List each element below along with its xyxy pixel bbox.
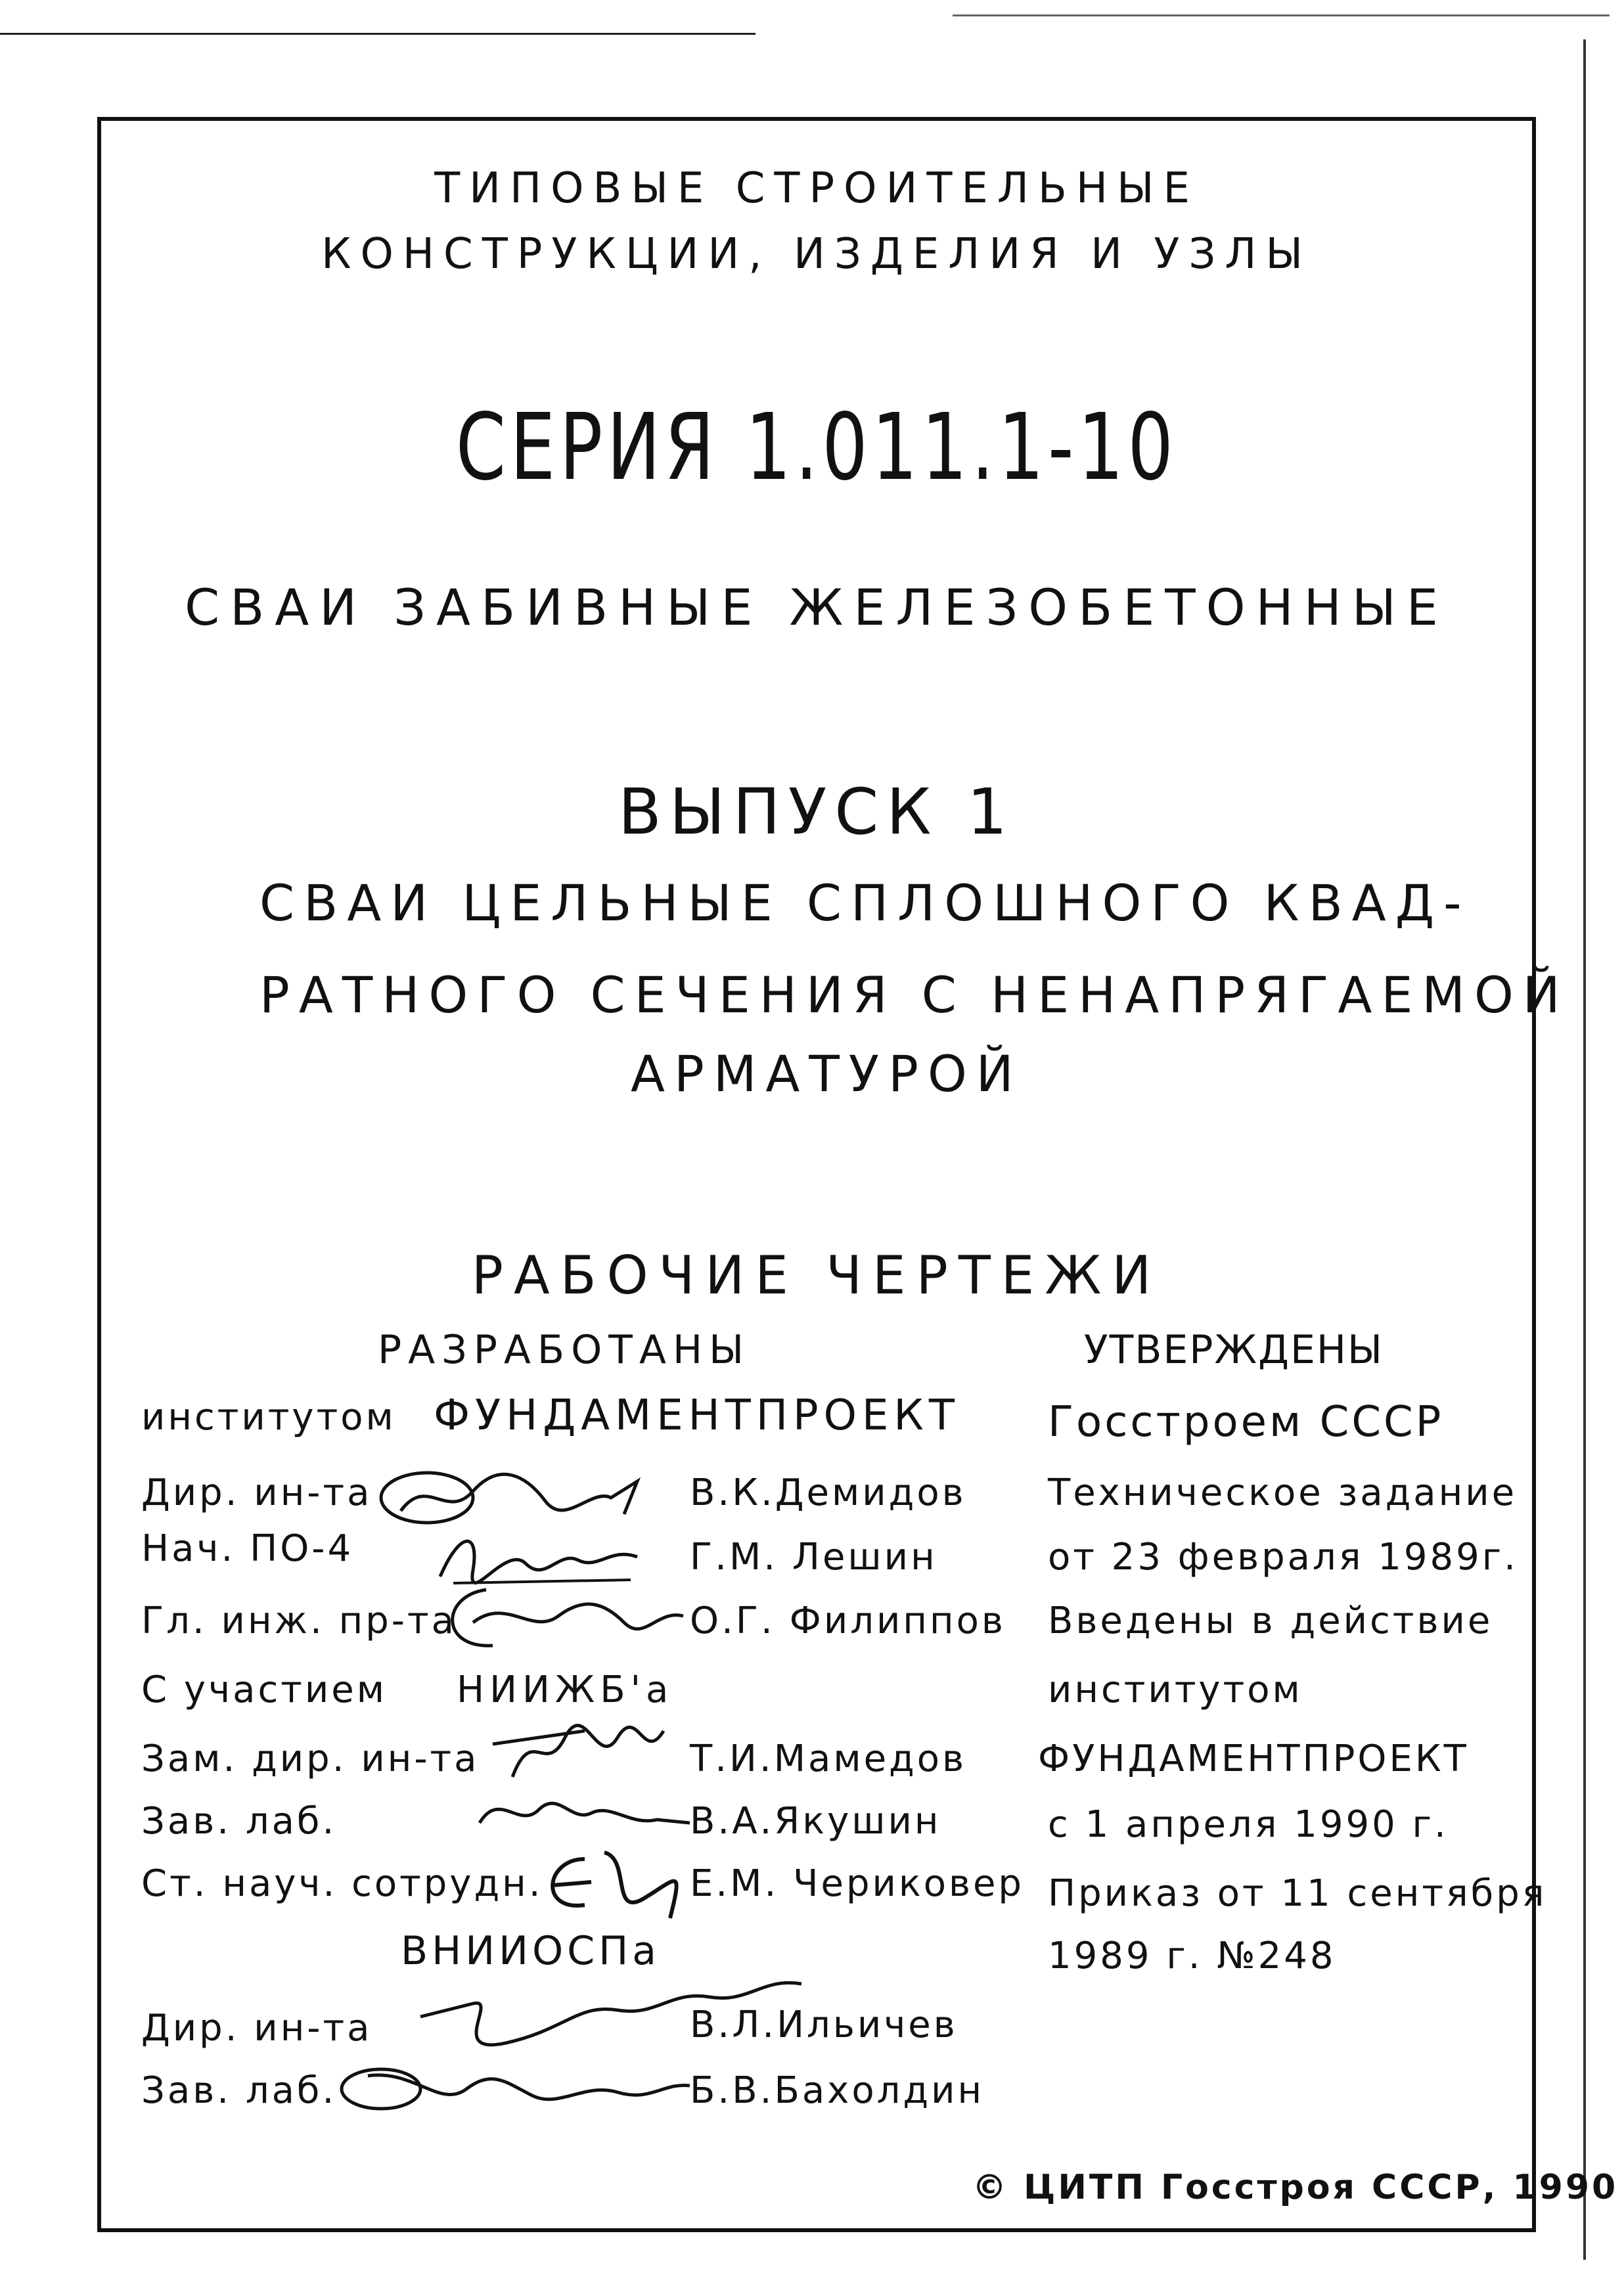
niizhb-name-2: В.А.Якушин	[690, 1800, 941, 1843]
approved-line-1: Госстроем СССР	[1048, 1398, 1444, 1447]
signature-mamedov	[486, 1718, 677, 1783]
vniiosp-role-2: Зав. лаб.	[141, 2069, 337, 2112]
signature-bakholdin	[335, 2056, 703, 2128]
issue-desc-line-2: РАТНОГО СЕЧЕНИЯ С НЕНАПРЯГАЕМОЙ	[259, 966, 1569, 1024]
signature-filippov	[434, 1583, 696, 1655]
participation-org: НИИЖБ'а	[457, 1669, 674, 1711]
dev-name-1: В.К.Демидов	[690, 1471, 966, 1514]
issue-desc-line-3: АРМАТУРОЙ	[631, 1044, 1023, 1103]
niizhb-name-3: Е.М. Чериковер	[690, 1862, 1024, 1905]
approved-line-9: 1989 г. №248	[1048, 1935, 1336, 1977]
approved-line-7: с 1 апреля 1990 г.	[1048, 1803, 1449, 1846]
institute-label: институтом	[141, 1396, 396, 1439]
scan-top-line-right	[953, 14, 1610, 16]
copyright-stamp: © ЦИТП Госстроя СССР, 1990	[972, 2168, 1619, 2207]
dev-role-1: Дир. ин-та	[141, 1471, 372, 1514]
dev-name-2: Г.М. Лешин	[690, 1536, 937, 1579]
subject-title: СВАИ ЗАБИВНЫЕ ЖЕЛЕЗОБЕТОННЫЕ	[185, 578, 1449, 637]
dev-role-2: Нач. ПО-4	[141, 1527, 354, 1570]
doc-type-title: РАБОЧИЕ ЧЕРТЕЖИ	[471, 1245, 1162, 1306]
approved-heading: УТВЕРЖДЕНЫ	[1084, 1327, 1384, 1373]
signature-leshin	[434, 1524, 650, 1590]
niizhb-name-1: Т.И.Мамедов	[690, 1738, 967, 1780]
approved-line-3: от 23 февраля 1989г.	[1048, 1536, 1518, 1579]
approved-line-6: ФУНДАМЕНТПРОЕКТ	[1038, 1738, 1469, 1780]
signature-cherikover	[532, 1839, 703, 1931]
header-line-1: ТИПОВЫЕ СТРОИТЕЛЬНЫЕ	[434, 164, 1199, 213]
vniiosp-name-1: В.Л.Ильичев	[690, 2004, 958, 2046]
approved-line-5: институтом	[1048, 1669, 1303, 1711]
issue-title: ВЫПУСК 1	[618, 775, 1016, 849]
signature-demidov	[374, 1462, 664, 1534]
participation-label: С участием	[141, 1669, 387, 1711]
approved-line-8: Приказ от 11 сентября	[1048, 1872, 1547, 1915]
second-org: ВНИИОСПа	[401, 1928, 661, 1974]
series-title: СЕРИЯ 1.011.1-10	[455, 394, 1178, 501]
signature-yakushin	[473, 1783, 696, 1843]
developed-heading: РАЗРАБОТАНЫ	[378, 1327, 751, 1373]
dev-name-3: О.Г. Филиппов	[690, 1600, 1006, 1642]
institute-name: ФУНДАМЕНТПРОЕКТ	[434, 1391, 960, 1440]
approved-line-4: Введены в действие	[1048, 1600, 1493, 1642]
scan-top-line-left	[0, 33, 756, 35]
niizhb-role-3: Ст. науч. сотрудн.	[141, 1862, 543, 1905]
signature-ilyichev	[407, 1964, 815, 2063]
scan-right-edge	[1583, 39, 1586, 2260]
issue-desc-line-1: СВАИ ЦЕЛЬНЫЕ СПЛОШНОГО КВАД-	[259, 874, 1471, 932]
header-line-2: КОНСТРУКЦИИ, ИЗДЕЛИЯ И УЗЛЫ	[321, 230, 1312, 279]
dev-role-3: Гл. инж. пр-та	[141, 1600, 457, 1642]
approved-line-2: Техническое задание	[1048, 1471, 1518, 1514]
vniiosp-name-2: Б.В.Бахолдин	[690, 2069, 985, 2112]
niizhb-role-2: Зав. лаб.	[141, 1800, 337, 1843]
vniiosp-role-1: Дир. ин-та	[141, 2007, 372, 2050]
niizhb-role-1: Зам. дир. ин-та	[141, 1738, 480, 1780]
